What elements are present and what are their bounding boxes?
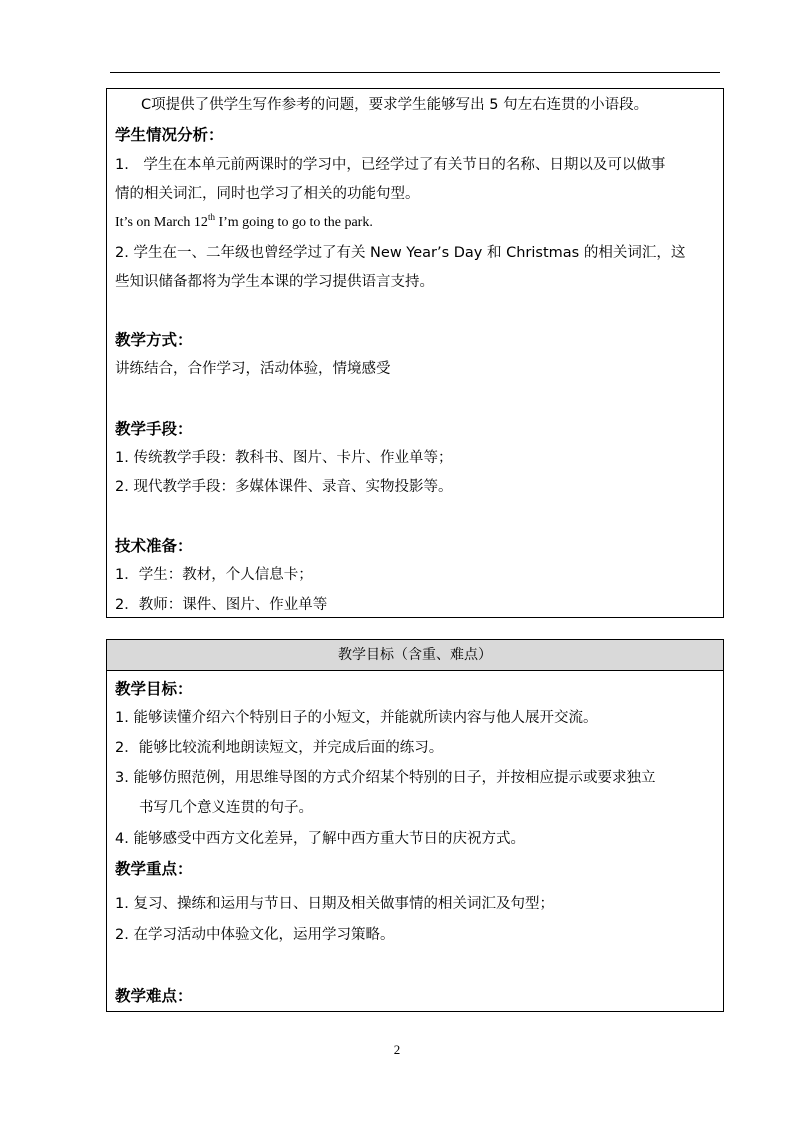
- goal-item-2: 2．能够比较流利地朗读短文，并完成后面的练习。: [115, 740, 444, 756]
- goal-item-3: 3. 能够仿照范例，用思维导图的方式介绍某个特别的日子，并按相应提示或要求独立: [115, 770, 656, 786]
- header-rule: [110, 72, 720, 73]
- goals-heading: 教学目标：: [115, 680, 193, 698]
- student-analysis-heading: 学生情况分析：: [115, 126, 224, 144]
- goal-item-1: 1. 能够读懂介绍六个特别日子的小短文，并能就所读内容与他人展开交流。: [115, 710, 598, 726]
- tech-prep-item-1: 1．学生：教材，个人信息卡；: [115, 567, 313, 583]
- objectives-header: 教学目标（含重、难点）: [107, 640, 723, 671]
- writing-task-line: C项提供了供学生写作参考的问题，要求学生能够写出 5 句左右连贯的小语段。: [141, 97, 649, 113]
- analysis-item-2-cont: 些知识储备都将为学生本课的学习提供语言支持。: [115, 274, 434, 290]
- teaching-method-text: 讲练结合，合作学习，活动体验，情境感受: [115, 361, 391, 377]
- teaching-method-heading: 教学方式：: [115, 331, 193, 349]
- difficulty-heading: 教学难点：: [115, 987, 193, 1005]
- page-number: 2: [393, 1042, 401, 1057]
- teaching-means-heading: 教学手段：: [115, 420, 193, 438]
- goal-item-3-cont: 书写几个意义连贯的句子。: [139, 800, 313, 816]
- key-point-2: 2. 在学习活动中体验文化，运用学习策略。: [115, 927, 395, 943]
- tech-prep-item-2: 2．教师：课件、图片、作业单等: [115, 597, 328, 613]
- tech-prep-heading: 技术准备：: [115, 537, 193, 555]
- example-sentence: It’s on March 12th I’m going to go to the park.: [115, 212, 373, 230]
- key-points-heading: 教学重点：: [115, 860, 193, 878]
- teaching-means-item-2: 2. 现代教学手段：多媒体课件、录音、实物投影等。: [115, 479, 453, 495]
- objectives-table: [106, 639, 724, 1012]
- analysis-item-1: 1. 学生在本单元前两课时的学习中，已经学过了有关节日的名称、日期以及可以做事: [115, 157, 666, 173]
- key-point-1: 1. 复习、操练和运用与节日、日期及相关做事情的相关词汇及句型；: [115, 896, 554, 912]
- teaching-means-item-1: 1. 传统教学手段：教科书、图片、卡片、作业单等；: [115, 450, 453, 466]
- goal-item-4: 4. 能够感受中西方文化差异，了解中西方重大节日的庆祝方式。: [115, 831, 525, 847]
- analysis-table-cell: [106, 88, 724, 618]
- analysis-item-2: 2. 学生在一、二年级也曾经学过了有关 New Year’s Day 和 Christmas 的相关词汇，这: [115, 245, 686, 261]
- analysis-item-1-cont: 情的相关词汇，同时也学习了相关的功能句型。: [115, 186, 420, 202]
